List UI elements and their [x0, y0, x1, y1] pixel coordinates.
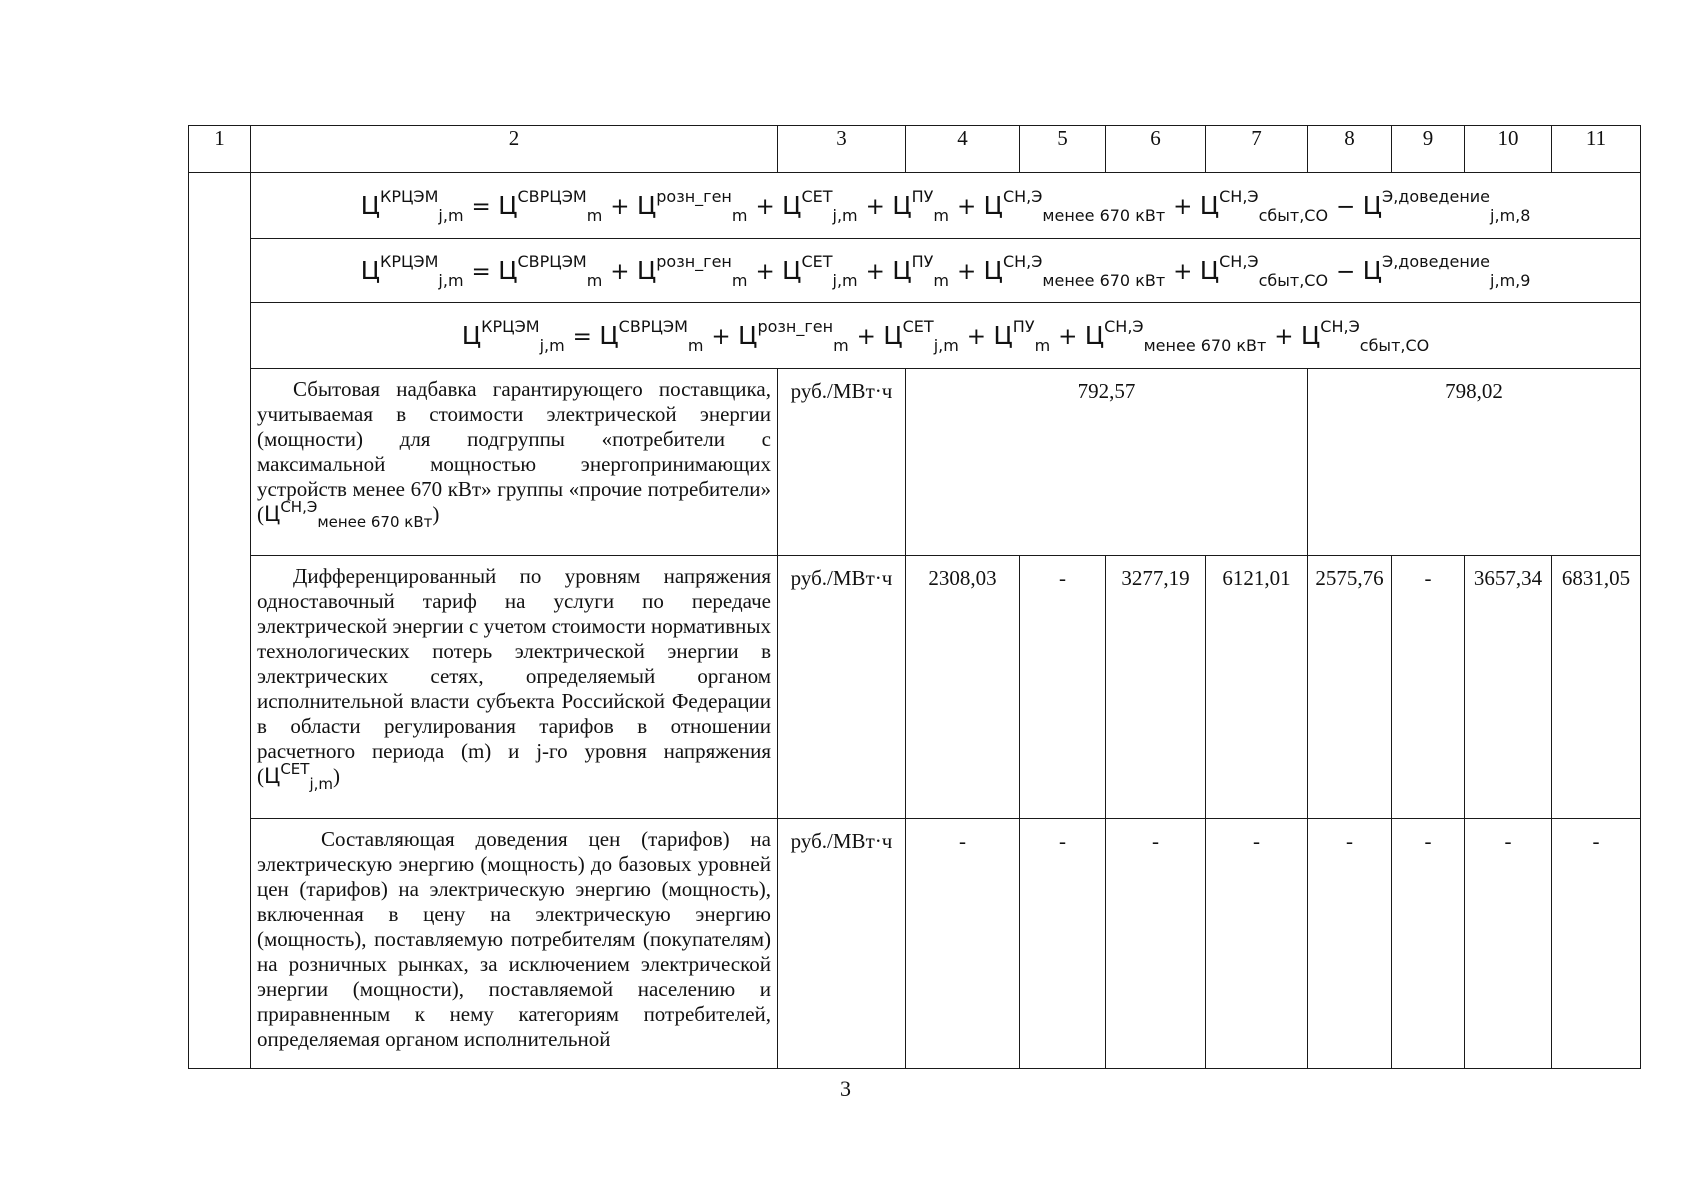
row-description: Составляющая доведения цен (тарифов) на электрическую энергию (мощность) до базовых уровней цен (тарифов) на электрическую энергию (мощность), включенная в цену на электрическую энергию (мощность), поставляемую потребителям (покупателям) на розничных рынках, за исключением электрической энергии (мощности), поставляемой населению и приравненным к нему категориям потребителей, определяемая органом исполнительной — [251, 819, 778, 1069]
value-cell: 798,02 — [1308, 369, 1641, 556]
unit-cell: руб./МВт·ч — [778, 556, 906, 819]
formula-row — [189, 173, 1641, 239]
value-cell: - — [1106, 819, 1206, 1069]
header-cell-9: 9 — [1392, 126, 1465, 173]
value-cell: - — [1308, 819, 1392, 1069]
value-cell: - — [1392, 819, 1465, 1069]
header-cell-7: 7 — [1206, 126, 1308, 173]
value-cell: 3277,19 — [1106, 556, 1206, 819]
value-cell: - — [1465, 819, 1552, 1069]
value-cell: - — [1206, 819, 1308, 1069]
row-number-cell — [189, 173, 251, 1069]
header-cell-8: 8 — [1308, 126, 1392, 173]
row-description: Дифференцированный по уровням напряжения одноставочный тариф на услуги по передаче электрической энергии с учетом стоимости нормативных технологических потерь электрической энергии в электрических сетях, определяемый органом исполнительной власти субъекта Российской Федерации в области регулирования тарифов в отношении расчетного периода (m) и j-го уровня напряжения $(Ц^{СЕТ}_{j,m})$ — [251, 556, 778, 819]
page-number: 3 — [840, 1076, 851, 1101]
formula-2: $Ц^{КРЦЭМ}_{j,m} = Ц^{СВРЦЭМ}_m + Ц^{розн\_ген}_m + Ц^{СЕТ}_{j,m} + Ц^{ПУ}_m + Ц^{СН,Э}_{менее 670 кВт} + Ц^{СН,Э}_{сбыт,СО} - Ц^{Э,доведение}_{j,m,9}$ — [251, 239, 1641, 303]
column-number-row — [189, 126, 1641, 173]
header-cell-2: 2 — [251, 126, 778, 173]
value-cell: - — [1552, 819, 1641, 1069]
value-cell: - — [1020, 556, 1106, 819]
formula-3: $Ц^{КРЦЭМ}_{j,m} = Ц^{СВРЦЭМ}_m + Ц^{розн\_ген}_m + Ц^{СЕТ}_{j,m} + Ц^{ПУ}_m + Ц^{СН,Э}_{менее 670 кВт} + Ц^{СН,Э}_{сбыт,СО}$ — [251, 303, 1641, 369]
header-cell-6: 6 — [1106, 126, 1206, 173]
header-cell-10: 10 — [1465, 126, 1552, 173]
row-description: Сбытовая надбавка гарантирующего поставщика, учитываемая в стоимости электрической энергии (мощности) для подгруппы «потребители с максимальной мощностью энергопринимающих устройств менее 670 кВт» группы «прочие потребители» $(Ц^{СН,Э}_{менее 670 кВт})$ — [251, 369, 778, 556]
value-cell: 6121,01 — [1206, 556, 1308, 819]
formula-1: $Ц^{КРЦЭМ}_{j,m} = Ц^{СВРЦЭМ}_m + Ц^{розн\_ген}_m + Ц^{СЕТ}_{j,m} + Ц^{ПУ}_m + Ц^{СН,Э}_{менее 670 кВт} + Ц^{СН,Э}_{сбыт,СО} - Ц^{Э,доведение}_{j,m,8}$ — [251, 173, 1641, 239]
value-cell: 2308,03 — [906, 556, 1020, 819]
value-cell: 792,57 — [906, 369, 1308, 556]
formula-row — [189, 303, 1641, 369]
header-cell-1: 1 — [189, 126, 251, 173]
header-cell-4: 4 — [906, 126, 1020, 173]
table-row — [189, 819, 1641, 1069]
table-row — [189, 556, 1641, 819]
value-cell: 6831,05 — [1552, 556, 1641, 819]
value-cell: - — [1020, 819, 1106, 1069]
unit-cell: руб./МВт·ч — [778, 369, 906, 556]
value-cell: - — [906, 819, 1020, 1069]
tariff-table — [188, 125, 1641, 1069]
value-cell: - — [1392, 556, 1465, 819]
table-row — [189, 369, 1641, 556]
formula-row — [189, 239, 1641, 303]
header-cell-5: 5 — [1020, 126, 1106, 173]
value-cell: 3657,34 — [1465, 556, 1552, 819]
header-cell-3: 3 — [778, 126, 906, 173]
unit-cell: руб./МВт·ч — [778, 819, 906, 1069]
header-cell-11: 11 — [1552, 126, 1641, 173]
value-cell: 2575,76 — [1308, 556, 1392, 819]
